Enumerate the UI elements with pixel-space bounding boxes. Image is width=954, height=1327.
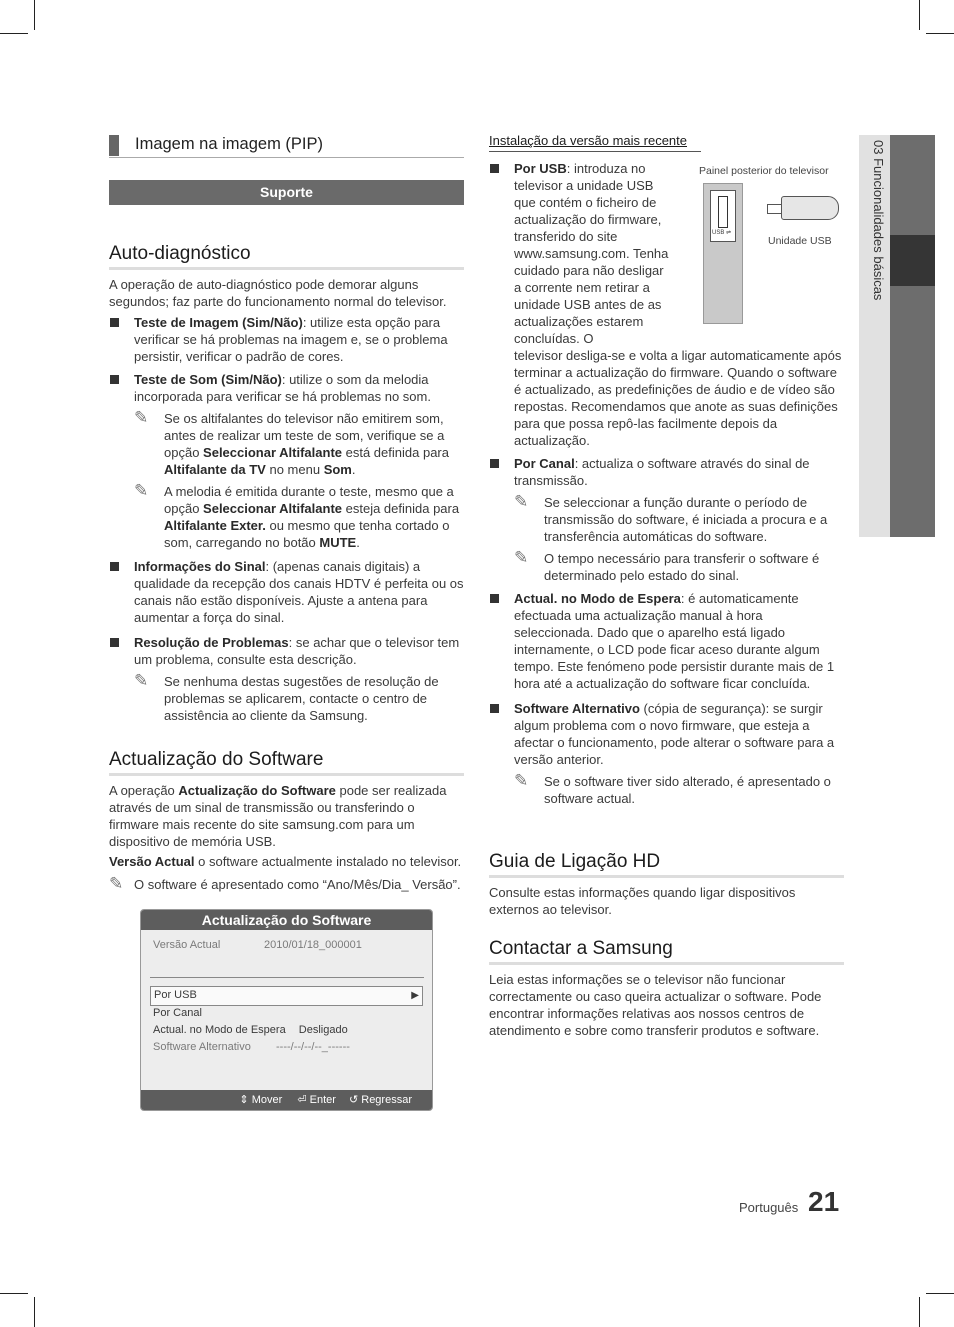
osd-item-por-canal[interactable] bbox=[153, 1005, 202, 1022]
para-bold: Actualização do Software bbox=[178, 783, 336, 798]
note-text: está definida para bbox=[342, 445, 449, 460]
bullet-square bbox=[490, 594, 499, 603]
note-bold: Seleccionar Altifalante bbox=[203, 445, 343, 460]
list-item bbox=[109, 634, 464, 724]
item-text: : actualiza o software através do sinal de transmissão. bbox=[514, 456, 810, 488]
osd-footer bbox=[141, 1090, 432, 1110]
arrow-right-icon: ▶ bbox=[411, 990, 419, 1001]
note bbox=[134, 673, 464, 724]
osd-versao-value: 2010/01/18_000001 bbox=[264, 939, 362, 951]
list-item bbox=[109, 371, 464, 551]
contactar-text: Leia estas informações se o televisor não funcionar correctamente ou caso queira actualizar o software. Pode encontrar informações relativas aos nossos centros de atendimento e sobre como transferir produtos e software. bbox=[489, 972, 822, 1038]
crop-mark bbox=[926, 33, 954, 34]
list-item bbox=[489, 590, 844, 692]
bullet-square bbox=[110, 375, 119, 384]
actualizacao-title: Actualização do Software bbox=[109, 748, 464, 776]
item-label: Informações do Sinal bbox=[134, 559, 266, 574]
note-pencil-icon: ✎ bbox=[109, 874, 124, 893]
crop-mark bbox=[0, 1293, 28, 1294]
item-text: : introduza no televisor a unidade USB que contém o ficheiro de actualização do firmware, transferido do site www.samsung.com. Tenha cuidado para não desligar a corrente nem retirar a unidade USB antes de as actualizações estarem concluídas. O bbox=[514, 161, 669, 346]
para-bold: Versão Actual bbox=[109, 854, 195, 869]
item-text: : é automaticamente efectuada uma actualização manual à hora seleccionada. Dado que o aparelho está ligado internamente, o LCD pode ficar aceso durante algum tempo. Este fenómeno pode persistir durante mais de 1 hora até a actualização do software ficar concluída. bbox=[514, 591, 835, 691]
osd-usb-label: Por USB bbox=[154, 989, 197, 1001]
item-text: : (apenas canais digitais) a qualidade da recepção dos canais HDTV é perfeita ou os canais não estão disponíveis. Ajuste a antena para aumentar a força do sinal. bbox=[134, 559, 464, 625]
crop-mark bbox=[926, 1293, 954, 1294]
note-text: no menu bbox=[265, 462, 324, 477]
pip-heading-text: Imagem na imagem (PIP) bbox=[135, 135, 323, 153]
note bbox=[514, 550, 844, 584]
osd-foot-move: Mover bbox=[251, 1094, 283, 1106]
osd-title: Actualização do Software bbox=[141, 910, 432, 930]
note-text: esteja definida para bbox=[342, 501, 460, 516]
osd-foot-back: Regressar bbox=[361, 1094, 412, 1106]
usb-symbol-icon: ⇌ bbox=[726, 230, 732, 236]
osd-divider bbox=[150, 977, 424, 978]
osd-item-software-alternativo[interactable] bbox=[153, 1039, 350, 1056]
crop-mark bbox=[34, 1297, 35, 1327]
note-bold: Som bbox=[323, 462, 352, 477]
crop-mark bbox=[919, 1297, 920, 1327]
osd-foot-enter: Enter bbox=[309, 1094, 336, 1106]
right-column bbox=[489, 132, 844, 1039]
heading-marker bbox=[109, 135, 119, 156]
panel-label: Painel posterior do televisor bbox=[699, 165, 829, 177]
crop-mark bbox=[919, 0, 920, 30]
item-text: : utilize esta opção para verificar se há problemas na imagem e, se o problema persistir, verificar o padrão de cores. bbox=[134, 315, 448, 364]
note-text: . bbox=[351, 462, 356, 477]
note-pencil-icon: ✎ bbox=[514, 771, 529, 790]
move-icon: ⇕ bbox=[239, 1094, 249, 1106]
contactar-title: Contactar a Samsung bbox=[489, 937, 844, 965]
install-heading-rule bbox=[489, 151, 701, 152]
item-text: (cópia de segurança): se surgir algum problema com o novo firmware, que esteja a afectar o funcionamento, pode alterar o software para a versão anterior. bbox=[514, 701, 835, 767]
osd-alt-label: Software Alternativo bbox=[153, 1041, 251, 1053]
item-text: : se achar que o televisor tem um problema, consulte esta descrição. bbox=[134, 635, 460, 667]
osd-espera-label: Actual. no Modo de Espera bbox=[153, 1024, 286, 1036]
guia-title: Guia de Ligação HD bbox=[489, 850, 844, 878]
list-item bbox=[109, 314, 464, 365]
item-label: Por USB bbox=[514, 161, 567, 176]
list-item bbox=[489, 455, 844, 584]
bullet-square bbox=[110, 638, 119, 647]
list-item bbox=[109, 558, 464, 626]
list-item bbox=[489, 160, 844, 449]
crop-mark bbox=[0, 33, 28, 34]
note-pencil-icon: ✎ bbox=[514, 492, 529, 511]
note bbox=[134, 483, 464, 551]
bullet-square bbox=[110, 318, 119, 327]
note bbox=[109, 876, 464, 893]
note bbox=[514, 773, 844, 807]
osd-item-modo-espera[interactable] bbox=[153, 1022, 348, 1039]
usb-text-block bbox=[514, 160, 669, 347]
osd-canal-label: Por Canal bbox=[153, 1007, 202, 1019]
note-text: O tempo necessário para transferir o software é determinado pelo estado do sinal. bbox=[544, 551, 820, 583]
versao-actual-paragraph bbox=[109, 853, 464, 870]
pip-heading bbox=[109, 132, 464, 158]
install-heading: Instalação da versão mais recente bbox=[489, 133, 687, 148]
item-text: televisor desliga-se e volta a ligar automaticamente após terminar a actualização do firmware. Quando o software é actualizado, as predefinições de áudio e de vídeo são repostas. Recomendamos que anote as suas definições para que possa repô-las facilmente depois da actualização. bbox=[514, 348, 842, 448]
para-text: pode ser realizada através de um sinal de transmissão ou transferindo o firmware mais recente do site samsung.com para um dispositivo de memória USB. bbox=[109, 783, 447, 849]
item-text: : utilize o som da melodia incorporada para verificar se há problemas no som. bbox=[134, 372, 431, 404]
osd-item-por-usb[interactable] bbox=[150, 986, 423, 1006]
item-label: Por Canal bbox=[514, 456, 575, 471]
note-text: Se os altifalantes do televisor não emitirem som, antes de realizar um teste de som, verifique se a opção bbox=[164, 411, 445, 460]
side-tab-dark bbox=[890, 286, 935, 537]
auto-diagnostico-intro: A operação de auto-diagnóstico pode demorar alguns segundos; faz parte do funcionamento normal do televisor. bbox=[109, 277, 447, 309]
item-label: Software Alternativo bbox=[514, 701, 640, 716]
return-icon: ↺ bbox=[348, 1094, 359, 1106]
bullet-square bbox=[490, 459, 499, 468]
note-bold: Altifalante da TV bbox=[164, 462, 266, 477]
note-pencil-icon: ✎ bbox=[134, 671, 149, 690]
note-text: . bbox=[356, 535, 360, 550]
note-text: A melodia é emitida durante o teste, mesmo que a opção bbox=[164, 484, 454, 516]
item-label: Resolução de Problemas bbox=[134, 635, 289, 650]
osd-espera-value: Desligado bbox=[298, 1024, 348, 1036]
note bbox=[134, 410, 464, 478]
osd-versao-label: Versão Actual bbox=[153, 939, 221, 951]
side-tab-dark bbox=[890, 135, 935, 235]
osd-alt-value: ----/--/--/--_------ bbox=[276, 1041, 350, 1053]
note-bold: Altifalante Exter. bbox=[164, 518, 266, 533]
bullet-square bbox=[490, 704, 499, 713]
osd-versao-row bbox=[153, 937, 362, 954]
bullet-square bbox=[490, 164, 499, 173]
usb-drive-label: Unidade USB bbox=[768, 235, 832, 247]
chapter-tab-label: 03 Funcionalidades básicas bbox=[871, 140, 886, 301]
note-bold: Seleccionar Altifalante bbox=[203, 501, 343, 516]
note-text: Se o software tiver sido alterado, é apresentado o software actual. bbox=[544, 774, 831, 806]
port-text: USB bbox=[712, 230, 725, 236]
side-tab-active bbox=[890, 235, 935, 286]
suporte-bar: Suporte bbox=[109, 180, 464, 205]
note-pencil-icon: ✎ bbox=[134, 408, 149, 427]
enter-icon: ⏎ bbox=[297, 1094, 307, 1106]
left-column bbox=[109, 132, 464, 1111]
guia-text: Consulte estas informações quando ligar dispositivos externos ao televisor. bbox=[489, 885, 796, 917]
item-label: Teste de Imagem (Sim/Não) bbox=[134, 315, 303, 330]
para-text: o software actualmente instalado no televisor. bbox=[194, 854, 462, 869]
item-label: Actual. no Modo de Espera bbox=[514, 591, 681, 606]
note-pencil-icon: ✎ bbox=[514, 548, 529, 567]
bullet-square bbox=[110, 562, 119, 571]
actualizacao-paragraph bbox=[109, 782, 464, 850]
auto-diagnostico-title: Auto-diagnóstico bbox=[109, 242, 464, 270]
para-text: A operação bbox=[109, 783, 179, 798]
note-pencil-icon: ✎ bbox=[134, 481, 149, 500]
item-label: Teste de Som (Sim/Não) bbox=[134, 372, 282, 387]
list-item bbox=[489, 700, 844, 807]
note-text: Se seleccionar a função durante o período de transmissão do software, é iniciada a procura e a transferência automáticas do software. bbox=[544, 495, 828, 544]
footer-language: Português bbox=[739, 1200, 799, 1215]
note-text: O software é apresentado como “Ano/Mês/Dia_ Versão”. bbox=[134, 877, 461, 892]
note-text: Se nenhuma destas sugestões de resolução de problemas se aplicarem, contacte o centro de assistência ao cliente da Samsung. bbox=[164, 674, 439, 723]
crop-mark bbox=[34, 0, 35, 30]
page-number: 21 bbox=[808, 1186, 840, 1217]
note-text: ou mesmo que tenha cortado o som, carregando no botão bbox=[164, 518, 450, 550]
note bbox=[514, 494, 844, 545]
software-update-osd bbox=[140, 909, 433, 1111]
note-bold: MUTE bbox=[319, 535, 357, 550]
